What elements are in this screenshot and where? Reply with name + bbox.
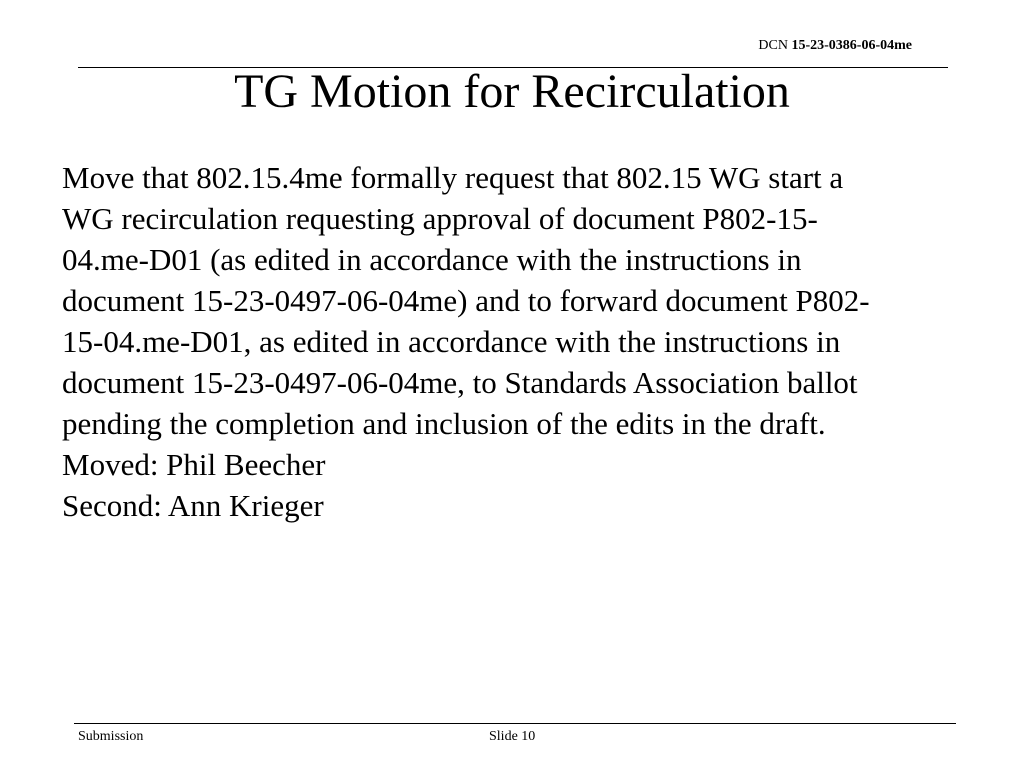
motion-line: document 15-23-0497-06-04me, to Standards Association ballot [62,365,858,400]
motion-line: document 15-23-0497-06-04me) and to forward document P802- [62,283,870,318]
motion-line: Move that 802.15.4me formally request that 802.15 WG start a [62,160,844,195]
document-control-number [758,38,912,54]
footer-divider [74,723,956,724]
motion-line: WG recirculation requesting approval of document P802-15- [62,201,818,236]
motion-line: pending the completion and inclusion of the edits in the draft. [62,406,826,441]
slide-title: TG Motion for Recirculation [234,65,790,118]
seconded-by: Second: Ann Krieger [62,488,324,523]
motion-body [62,157,962,526]
slide-number: Slide 10 [489,729,536,744]
dcn-number: 15-23-0386-06-04me [791,38,912,53]
motion-line: 15-04.me-D01, as edited in accordance with the instructions in [62,324,841,359]
motion-line: 04.me-D01 (as edited in accordance with the instructions in [62,242,802,277]
moved-by: Moved: Phil Beecher [62,447,326,482]
footer-submission: Submission [78,729,144,744]
dcn-label: DCN [758,38,788,53]
